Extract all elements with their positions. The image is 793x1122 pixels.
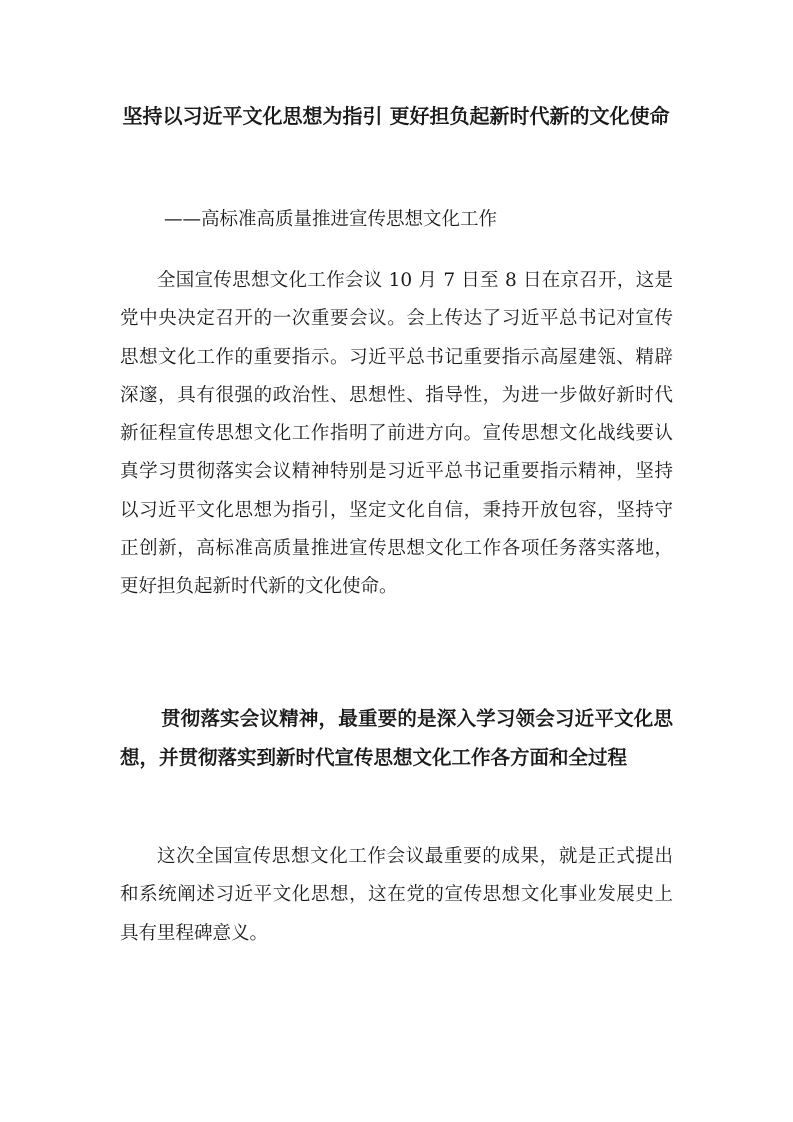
section-heading: 贯彻落实会议精神，最重要的是深入学习领会习近平文化思想，并贯彻落实到新时代宣传思想文化工作各方面和全过程 — [120, 707, 673, 769]
document-subtitle: ——高标准高质量推进宣传思想文化工作 — [164, 209, 498, 230]
body-paragraph-1: 全国宣传思想文化工作会议 10 月 7 日至 8 日在京召开，这是党中央决定召开的一次重要会议。会上传达了习近平总书记对宣传思想文化工作的重要指示。习近平总书记重要指示高屋建瓴、精辟深邃，具有很强的政治性、思想性、指导性，为进一步做好新时代新征程宣传思想文化工作指明了前进方向。宣传思想文化战线要认真学习贯彻落实会议精神特别是习近平总书记重要指示精神，坚持以习近平文化思想为指引，坚定文化自信，秉持开放包容，坚持守正创新，高标准高质量推进宣传思想文化工作各项任务落实落地，更好担负起新时代新的文化使命。 — [120, 270, 673, 598]
body-paragraph-2: 这次全国宣传思想文化工作会议最重要的成果，就是正式提出和系统阐述习近平文化思想，这在党的宣传思想文化事业发展史上具有里程碑意义。 — [120, 846, 673, 944]
document-title: 坚持以习近平文化思想为指引 更好担负起新时代新的文化使命 — [122, 104, 670, 128]
